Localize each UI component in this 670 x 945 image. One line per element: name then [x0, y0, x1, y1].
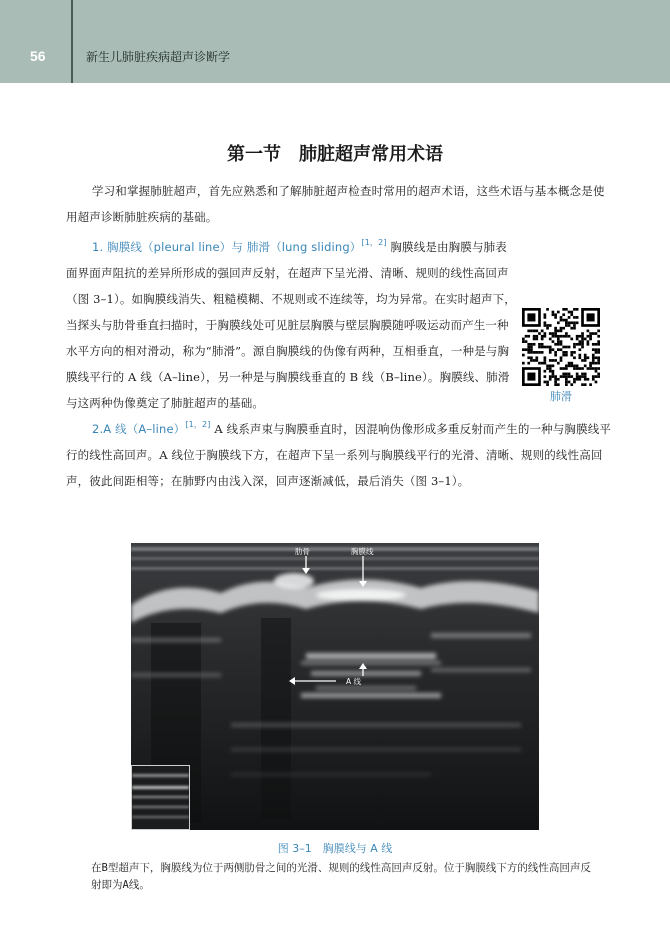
- item2-paragraph: [66, 412, 616, 494]
- intro-text: 学习和掌握肺脏超声，首先应熟悉和了解肺脏超声检查时常用的超声术语，这些术语与基本概念是使用超声诊断肺脏疾病的基础。: [66, 184, 605, 224]
- qr-label: 肺滑: [550, 390, 572, 403]
- inset-thumbnail: [131, 765, 190, 830]
- ultrasound-figure: [131, 543, 539, 830]
- figure-caption-title: 图 3–1 胸膜线与 A 线: [277, 842, 393, 855]
- section-title: 第一节 肺脏超声常用术语: [227, 144, 443, 165]
- intro-paragraph: [66, 178, 616, 230]
- label-pleural-line: 胸膜线: [351, 547, 374, 556]
- label-rib: 肋骨: [295, 547, 310, 556]
- item2-ref: [1，2]: [185, 420, 211, 429]
- qr-code[interactable]: [522, 308, 600, 386]
- page-number: 56: [30, 48, 46, 64]
- ultrasound-image: [131, 543, 539, 830]
- header-divider: [71, 0, 73, 83]
- item2-heading: 2.A 线（A–line）: [92, 422, 186, 436]
- item2-text: A 线系声束与胸膜垂直时，因混响伪像形成多重反射而产生的一种与胸膜线平行的线性高回声。A 线位于胸膜线下方，在超声下呈一系列与胸膜线平行的光滑、清晰、规则的线性高回声，彼此间距相等；在肺野内由浅入深，回声逐渐减低，最后消失（图 3–1）。: [66, 422, 612, 488]
- item1-ref: [1，2]: [361, 238, 387, 247]
- item1-heading: 1. 胸膜线（pleural line）与 肺滑（lung sliding）: [92, 240, 362, 254]
- book-title: 新生儿肺脏疾病超声诊断学: [86, 50, 231, 64]
- item1-text: 胸膜线是由胸膜与肺表面界面声阻抗的差异所形成的强回声反射，在超声下呈光滑、清晰、规则的线性高回声（图 3–1）。如胸膜线消失、粗糙模糊、不规则或不连续等，均为异常。在实时超声下，当探头与肋骨垂直扫描时，于胸膜线处可见脏层胸膜与壁层胸膜随呼吸运动而产生一种水平方向的相对滑动，称为“肺滑”。源自胸膜线的伪像有两种，互相垂直，一种是与胸膜线平行的 A 线（A–line），另一种是与胸膜线垂直的 B 线（B–line）。胸膜线、肺滑与这两种伪像奠定了肺脏超声的基础。: [66, 240, 516, 410]
- figure-caption-note: 在B型超声下，胸膜线为位于两侧肋骨之间的光滑、规则的线性高回声反射。位于胸膜线下方的线性高回声反射即为A线。: [91, 862, 591, 891]
- header-bar: [0, 0, 670, 83]
- label-a-line: A 线: [346, 677, 362, 686]
